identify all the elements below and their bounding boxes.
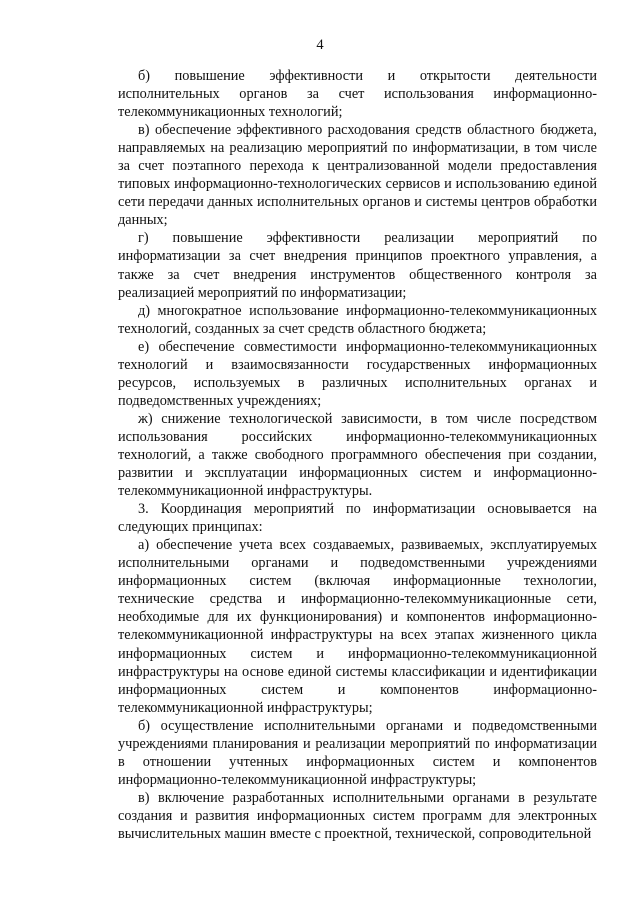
paragraph-g-project-management: г) повышение эффективности реализации мероприятий по информатизации за счет внедрения принципов проектного управления, а также за счет внедрения инструментов общественного контроля за реализацией мероприятий по информатизации; [118, 230, 597, 301]
page-number: 4 [316, 37, 324, 53]
paragraph-a-accounting: а) обеспечение учета всех создаваемых, развиваемых, эксплуатируемых исполнительными органами и подведомственными учреждениями информационных систем (включая информационные технологии, технические средства и информационно-телекоммуникационные сети, необходимые для их функционирования) и компонентов информационно-телекоммуникационной инфраструктуры на всех этапах жизненного цикла информационных систем и информационно-телекоммуникационной инфраструктуры на основе единой системы классификации и идентификации информационных систем и компонентов информационно-телекоммуникационной инфраструктуры; [118, 537, 597, 716]
paragraph-zh-dependency: ж) снижение технологической зависимости, в том числе посредством использования российских информационно-телекоммуникационных технологий, а также свободного программного обеспечения при создании, развитии и эксплуатации информационных систем и информационно-телекоммуникационной инфраструктуры. [118, 410, 597, 500]
paragraph-d-reuse: д) многократное использование информационно-телекоммуникационных технологий, созданных за счет средств областного бюджета; [118, 302, 597, 337]
paragraph-b-planning: б) осуществление исполнительными органами и подведомственными учреждениями планирования и реализации мероприятий по информатизации в отношении учтенных информационных систем и компонентов информационно-телекоммуникационной инфраструктуры; [118, 717, 597, 788]
paragraph-e-compatibility: е) обеспечение совместимости информационно-телекоммуникационных технологий и взаимосвязанности государственных информационных ресурсов, используемых в различных исполнительных органах и подведомственных учреждениях; [118, 338, 597, 409]
paragraph-3-coordination: 3. Координация мероприятий по информатизации основывается на следующих принципах: [118, 501, 597, 536]
document-body [118, 67, 597, 843]
paragraph-v-budget: в) обеспечение эффективного расходования средств областного бюджета, направляемых на реализацию мероприятий по информатизации, в том числе за счет поэтапного перехода к централизованной модели предоставления типовых информационно-технологических сервисов и использованию единой сети передачи данных исполнительных органов и системы центров обработки данных; [118, 122, 597, 229]
paragraph-b-efficiency: б) повышение эффективности и открытости деятельности исполнительных органов за счет использования информационно-телекоммуникационных технологий; [118, 68, 597, 121]
paragraph-v-inclusion: в) включение разработанных исполнительными органами в результате создания и развития информационных систем программ для электронных вычислительных машин вместе с проектной, технической, сопроводительной [118, 789, 597, 842]
